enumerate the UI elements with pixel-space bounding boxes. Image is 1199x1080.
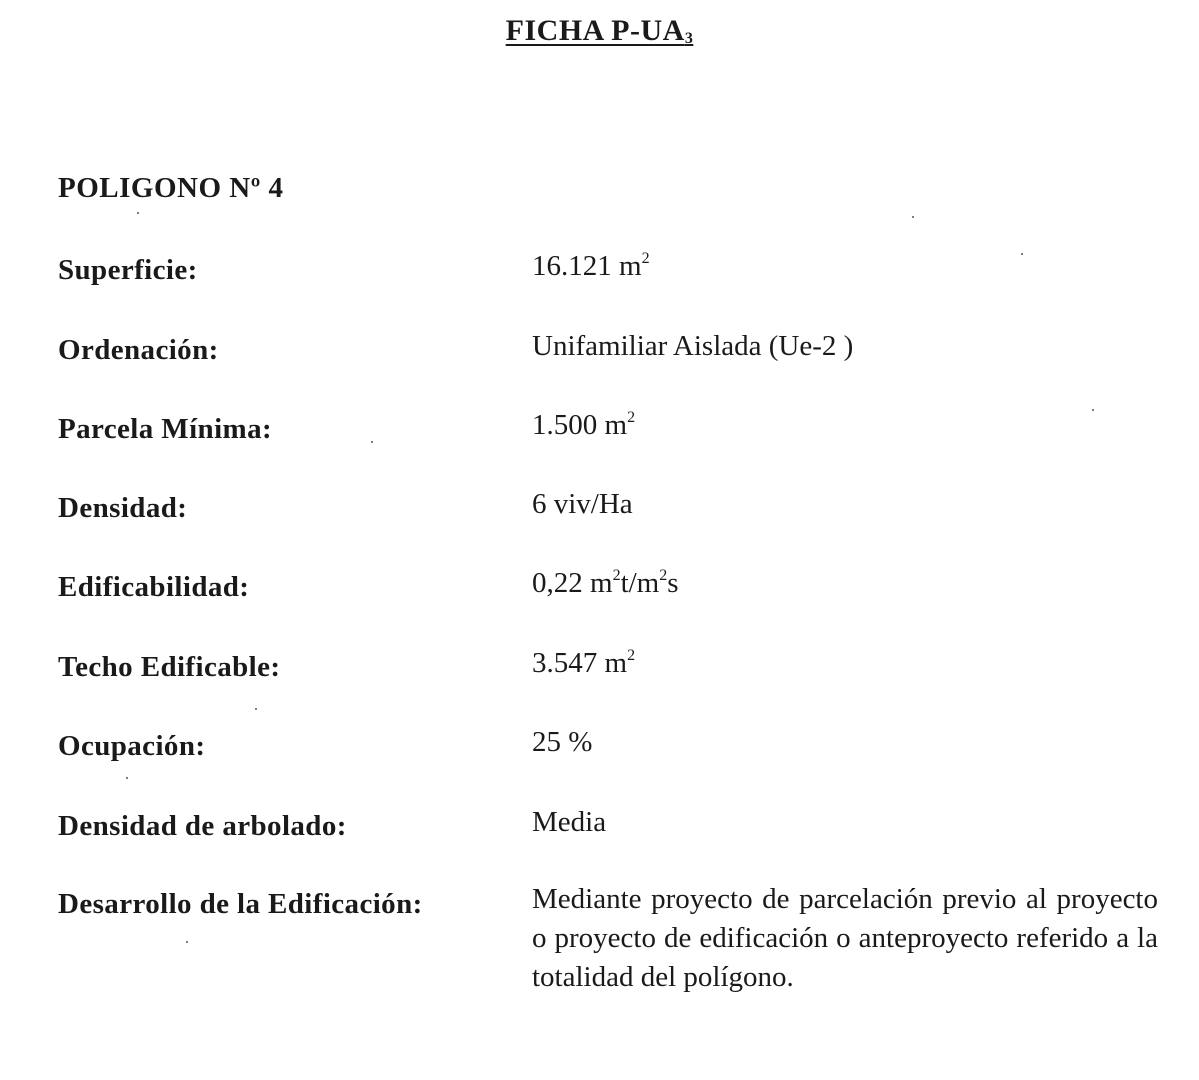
development-description: Mediante proyecto de parcelación previo al proyecto o proyecto de edificación o anteproyecto referido a la totalidad del polígono. xyxy=(532,883,1158,993)
field-label: Desarrollo de la Edificación: xyxy=(58,888,423,920)
field-row-edificabilidad xyxy=(0,567,1199,611)
scan-speck xyxy=(137,212,139,214)
field-row-parcela-minima xyxy=(0,409,1199,453)
field-value: 16.121 $m^2$ xyxy=(532,250,650,282)
field-row-densidad xyxy=(0,488,1199,532)
title-subscript: 3 xyxy=(684,30,694,47)
field-value: 0,22 $m^2t/m^2s$ xyxy=(532,567,679,599)
scan-speck xyxy=(1021,253,1023,255)
field-label: Edificabilidad: xyxy=(58,571,250,603)
field-label: Ordenación: xyxy=(58,334,219,366)
field-label: Superficie: xyxy=(58,254,198,286)
scan-speck xyxy=(912,216,914,218)
field-label: Parcela Mínima: xyxy=(58,413,273,445)
field-row-densidad-arbolado xyxy=(0,806,1199,850)
field-label: Densidad de arbolado: xyxy=(58,810,347,842)
field-row-ocupacion xyxy=(0,726,1199,770)
scan-speck xyxy=(255,708,257,710)
field-value: 3.547 $m^2$ xyxy=(532,647,636,679)
field-value: Unifamiliar Aislada (Ue-2 ) xyxy=(532,330,854,362)
field-row-superficie xyxy=(0,250,1199,294)
field-value: 25 % xyxy=(532,726,593,758)
field-row-techo-edificable xyxy=(0,647,1199,691)
field-label: Densidad: xyxy=(58,492,188,524)
scan-speck xyxy=(186,941,188,943)
scan-speck xyxy=(1092,409,1094,411)
section-heading: POLIGONO Nº 4 xyxy=(58,172,284,204)
document-title xyxy=(0,14,1199,48)
scan-speck xyxy=(126,777,128,779)
title-main: FICHA P-UA xyxy=(505,14,685,47)
field-value: Media xyxy=(532,806,607,838)
field-row-ordenacion xyxy=(0,330,1199,374)
title-text xyxy=(506,14,694,47)
field-label: Ocupación: xyxy=(58,730,206,762)
field-label: Techo Edificable: xyxy=(58,651,281,683)
field-value: 6 viv/Ha xyxy=(532,488,633,520)
field-value: 1.500 $m^2$ xyxy=(532,409,636,441)
scan-speck xyxy=(371,441,373,443)
